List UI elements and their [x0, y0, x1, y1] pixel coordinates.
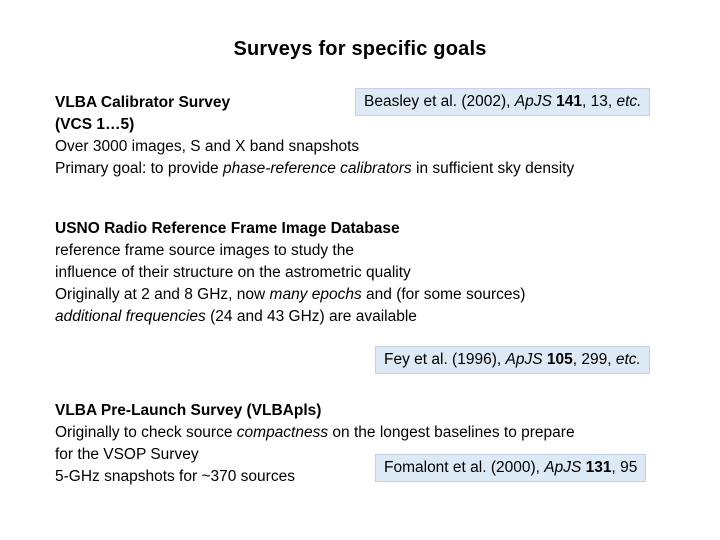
section-text: Originally to check source compactness on the longest baselines to prepare	[55, 424, 575, 441]
reference-box: Beasley et al. (2002), ApJS 141, 13, etc.	[355, 88, 650, 116]
section-text: additional frequencies (24 and 43 GHz) are available	[55, 308, 417, 325]
section-text: Originally at 2 and 8 GHz, now many epochs and (for some sources)	[55, 286, 526, 303]
section-heading: USNO Radio Reference Frame Image Database	[55, 220, 400, 237]
section-subheading: (VCS 1…5)	[55, 116, 135, 133]
section-text: 5-GHz snapshots for ~370 sources	[55, 468, 295, 485]
section-text: for the VSOP Survey	[55, 446, 199, 463]
reference-box: Fomalont et al. (2000), ApJS 131, 95	[375, 454, 646, 482]
section-text: Primary goal: to provide phase-reference calibrators in sufficient sky density	[55, 160, 575, 177]
section-heading: VLBA Calibrator Survey	[55, 94, 231, 111]
section-text: influence of their structure on the astrometric quality	[55, 264, 411, 281]
slide-title: Surveys for specific goals	[233, 38, 487, 60]
section-text: Over 3000 images, S and X band snapshots	[55, 138, 360, 155]
section-heading: VLBA Pre-Launch Survey (VLBApls)	[55, 402, 322, 419]
section-text: reference frame source images to study the	[55, 242, 354, 259]
reference-box: Fey et al. (1996), ApJS 105, 299, etc.	[375, 346, 650, 374]
section-usno-database	[55, 218, 525, 328]
